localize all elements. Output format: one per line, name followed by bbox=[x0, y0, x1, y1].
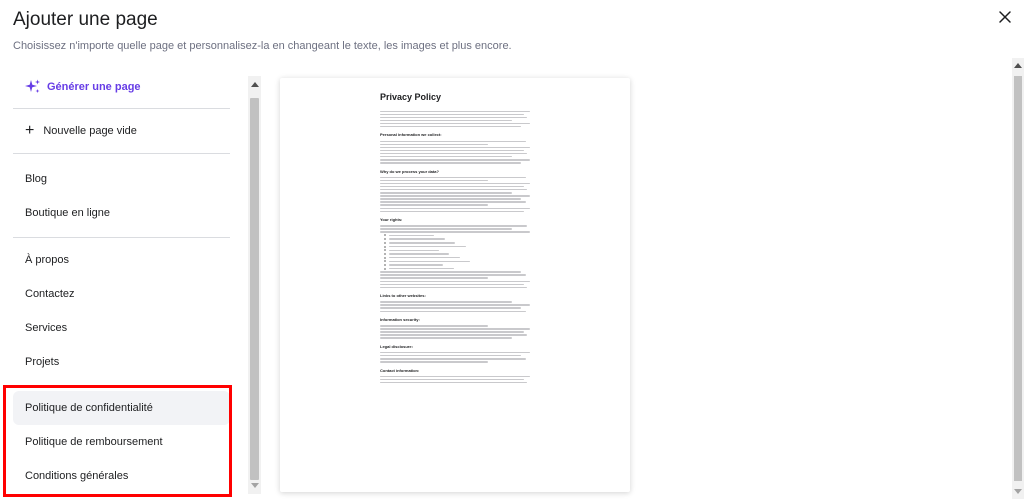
window-scrollbar[interactable] bbox=[1012, 58, 1024, 499]
sidebar-item-privacy-policy[interactable]: Politique de confidentialité bbox=[13, 391, 230, 425]
sidebar-item-projects[interactable]: Projets bbox=[25, 356, 60, 368]
plus-icon: + bbox=[25, 122, 35, 139]
new-blank-page-label: Nouvelle page vide bbox=[43, 125, 137, 137]
preview-text-line bbox=[380, 144, 488, 145]
preview-text-line bbox=[380, 382, 527, 383]
preview-text-line bbox=[380, 301, 512, 302]
sidebar-item-online-store[interactable]: Boutique en ligne bbox=[25, 207, 111, 219]
preview-text-line bbox=[380, 189, 527, 190]
preview-text-line bbox=[380, 153, 527, 154]
preview-text-line bbox=[380, 123, 530, 124]
preview-section-heading: Why do we process your data? bbox=[380, 168, 439, 174]
scroll-down-arrow-icon[interactable] bbox=[251, 483, 259, 488]
preview-title: Privacy Policy bbox=[380, 92, 442, 102]
preview-text-line bbox=[380, 274, 526, 275]
preview-section-heading: Links to other websites: bbox=[380, 293, 426, 299]
close-icon[interactable] bbox=[998, 10, 1012, 24]
preview-bullet bbox=[380, 249, 530, 251]
sidebar-item-blog[interactable]: Blog bbox=[25, 173, 48, 185]
preview-bullet bbox=[380, 238, 530, 240]
preview-bullet bbox=[380, 253, 530, 255]
preview-text-line bbox=[380, 204, 488, 205]
scrollbar-thumb[interactable] bbox=[250, 98, 259, 480]
preview-text-line bbox=[380, 337, 512, 338]
preview-text-line bbox=[380, 183, 530, 184]
preview-text-line bbox=[380, 225, 527, 226]
preview-text-line bbox=[380, 162, 521, 163]
preview-text-line bbox=[380, 186, 524, 187]
preview-text-line bbox=[380, 156, 512, 157]
sidebar-item-about[interactable]: À propos bbox=[25, 254, 70, 266]
preview-section-heading: Your rights: bbox=[380, 217, 403, 223]
sidebar-item-contact[interactable]: Contactez bbox=[25, 288, 75, 300]
preview-bullet bbox=[380, 257, 530, 259]
preview-bullet bbox=[380, 268, 530, 270]
preview-text-line bbox=[380, 211, 524, 212]
sidebar-item-services[interactable]: Services bbox=[25, 322, 68, 334]
sidebar-item-refund-policy[interactable]: Politique de remboursement bbox=[25, 436, 163, 448]
preview-text-line bbox=[380, 120, 512, 121]
sidebar-scrollbar[interactable] bbox=[248, 76, 261, 494]
preview-text-line bbox=[380, 271, 521, 272]
dialog-subtitle: Choisissez n'importe quelle page et personnalisez-la en changeant le texte, les images et plus encore. bbox=[13, 40, 512, 52]
preview-text-line bbox=[380, 331, 524, 332]
scroll-down-arrow-icon[interactable] bbox=[1014, 489, 1022, 494]
preview-text-line bbox=[380, 228, 512, 229]
new-blank-page-button[interactable] bbox=[13, 109, 230, 153]
preview-section-heading: Personal information we collect: bbox=[380, 132, 442, 138]
preview-text-line bbox=[380, 231, 530, 232]
preview-bullet bbox=[380, 242, 530, 244]
preview-text-line bbox=[380, 284, 524, 285]
preview-text-line bbox=[380, 198, 521, 199]
preview-text-line bbox=[380, 180, 488, 181]
preview-text-line bbox=[380, 114, 524, 115]
preview-text-line bbox=[380, 201, 526, 202]
preview-text-line bbox=[380, 379, 524, 380]
preview-text-line bbox=[380, 358, 526, 359]
preview-section-heading: Contact information: bbox=[380, 367, 420, 373]
preview-text-line bbox=[380, 195, 530, 196]
preview-text-line bbox=[380, 159, 530, 160]
generate-page-button[interactable] bbox=[13, 66, 230, 108]
preview-bullet bbox=[380, 260, 530, 262]
preview-section-heading: Legal disclosure: bbox=[380, 343, 413, 349]
preview-text-line bbox=[380, 147, 530, 148]
dialog-title: Ajouter une page bbox=[13, 9, 158, 30]
highlight-box bbox=[3, 385, 232, 497]
preview-text-line bbox=[380, 355, 521, 356]
preview-text-line bbox=[380, 334, 527, 335]
preview-text-line bbox=[380, 141, 526, 142]
preview-text-line bbox=[380, 307, 521, 308]
preview-section-heading: Information security: bbox=[380, 316, 420, 322]
preview-bullet bbox=[380, 246, 530, 248]
preview-text-line bbox=[380, 311, 526, 312]
scroll-up-arrow-icon[interactable] bbox=[251, 82, 259, 87]
sidebar-item-terms[interactable]: Conditions générales bbox=[25, 470, 129, 482]
preview-text-line bbox=[380, 325, 488, 326]
preview-text-line bbox=[380, 208, 530, 209]
preview-text-line bbox=[380, 328, 530, 329]
preview-text-line bbox=[380, 192, 512, 193]
preview-text-line bbox=[380, 281, 530, 282]
page-preview bbox=[280, 78, 630, 492]
preview-text-line bbox=[380, 352, 530, 353]
scrollbar-thumb[interactable] bbox=[1014, 76, 1022, 481]
preview-text-line bbox=[380, 126, 521, 127]
preview-text-line bbox=[380, 376, 530, 377]
preview-bullet bbox=[380, 264, 530, 266]
preview-text-line bbox=[380, 287, 527, 288]
preview-bullet bbox=[380, 234, 530, 236]
preview-text-line bbox=[380, 361, 488, 362]
preview-text-line bbox=[380, 111, 530, 112]
preview-text-line bbox=[380, 304, 530, 305]
preview-text-line bbox=[380, 150, 524, 151]
generate-page-label: Générer une page bbox=[47, 81, 141, 93]
preview-text-line bbox=[380, 277, 488, 278]
scroll-up-arrow-icon[interactable] bbox=[1014, 63, 1022, 68]
preview-document bbox=[380, 92, 530, 385]
preview-text-line bbox=[380, 117, 527, 118]
preview-text-line bbox=[380, 177, 526, 178]
sparkle-icon bbox=[25, 79, 41, 95]
